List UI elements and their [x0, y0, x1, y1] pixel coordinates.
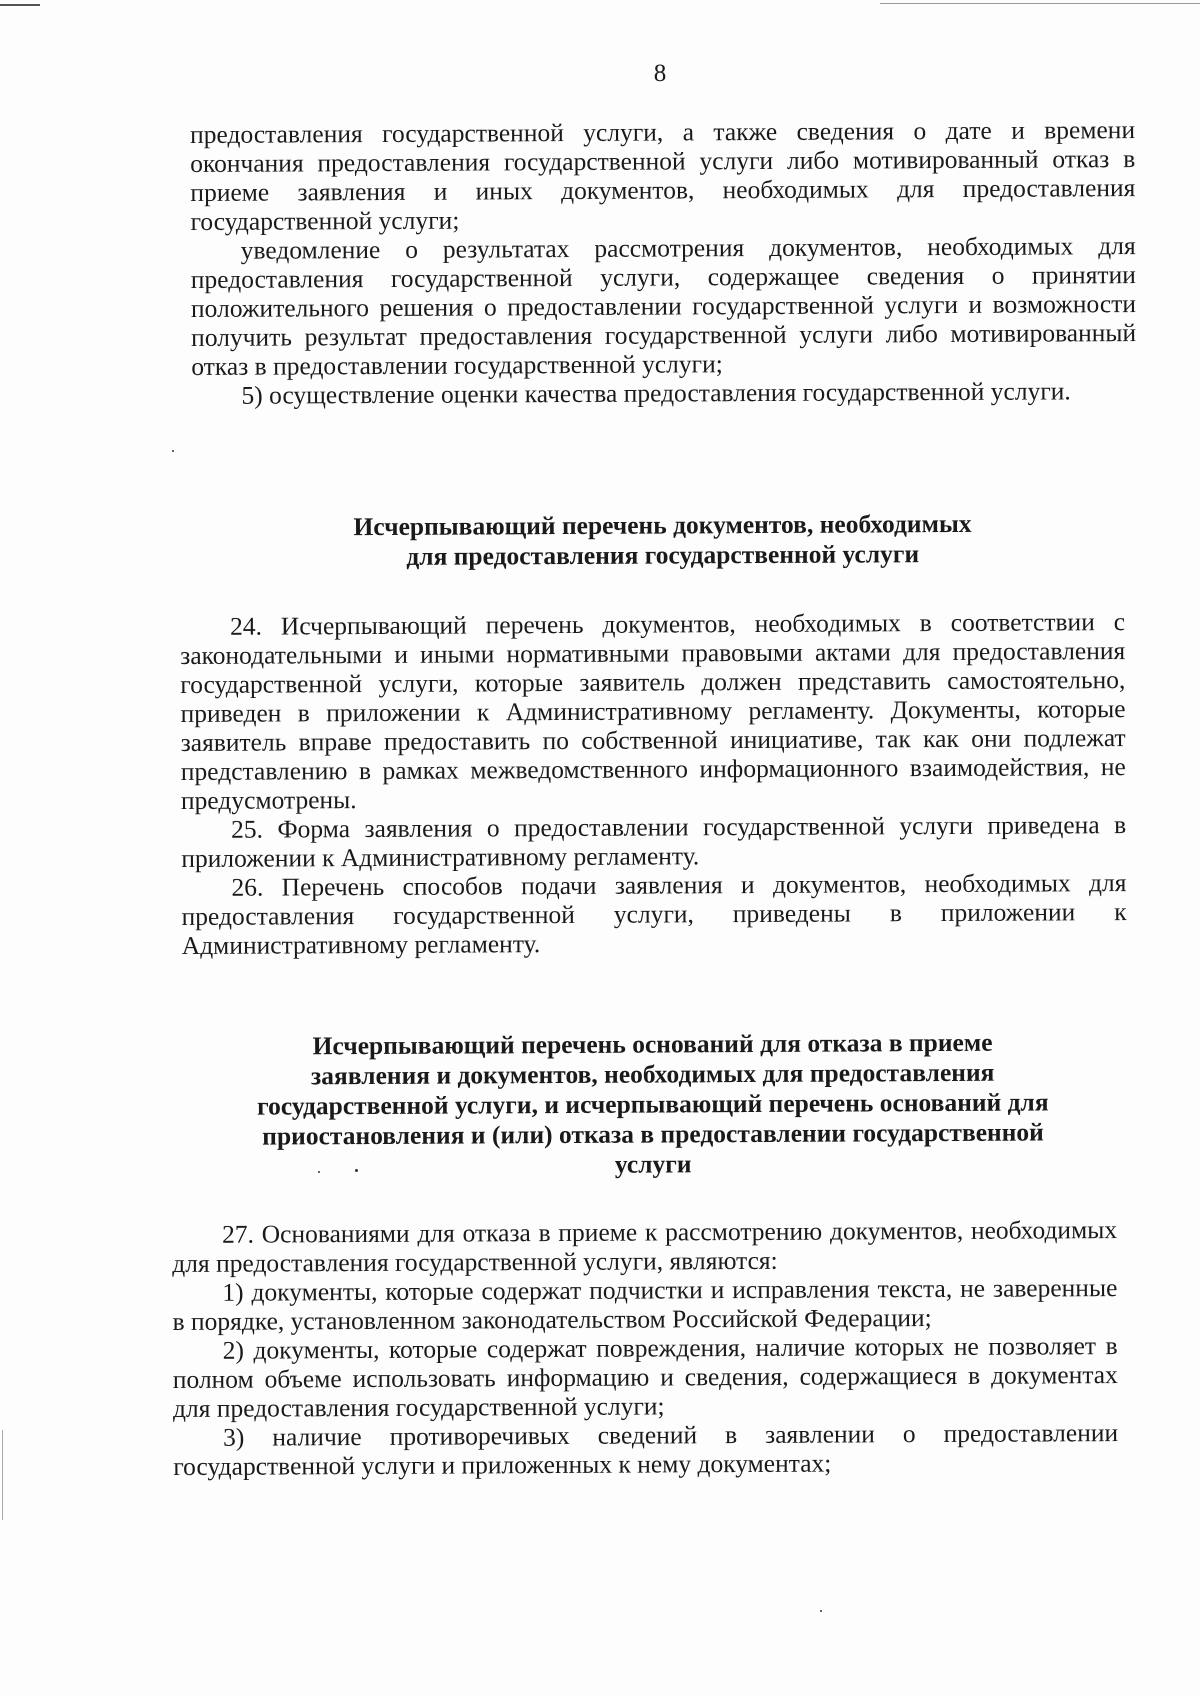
section2-heading-line-4: приостановления и (или) отказа в предоставлении государственной [262, 1117, 1044, 1151]
paragraph-27-item-3: 3) наличие противоречивых сведений в заявлении о предоставлении государственной услуги и приложенных к нему документах; [173, 1418, 1119, 1481]
paragraph-27-item-1: 1) документы, которые содержат подчистки и исправления текста, не заверенные в порядке, установленном законодательством Российской Федерации; [172, 1273, 1118, 1336]
scan-artifact-top-left [0, 4, 40, 6]
paragraph-27: 27. Основаниями для отказа в приеме к рассмотрению документов, необходимых для предоставления государственной услуги, являются: [172, 1215, 1118, 1278]
section1-heading-line-2: для предоставления государственной услуги [406, 539, 920, 571]
section2-heading-line-3: государственной услуги, и исчерпывающий перечень оснований для [257, 1087, 1049, 1121]
section1-body [180, 607, 1127, 960]
paragraph-24: 24. Исчерпывающий перечень документов, необходимых в соответствии с законодательными и иными нормативными правовыми актами для предоставления государственной услуги, которые заявитель должен представить самостоятельно, приведен в приложении к Административному регламенту. Документы, которые заявитель вправе предоставить по собственной инициативе, так как они подлежат представлению в рамках межведомственного информационного взаимодействия, не предусмотрены. [180, 607, 1126, 815]
scan-speck [318, 1171, 320, 1173]
section1-heading [190, 508, 1135, 573]
section2-heading [180, 1027, 1126, 1182]
paragraph-26: 26. Перечень способов подачи заявления и документов, необходимых для предоставления государственной услуги, приведены в приложении к Административному регламенту. [181, 868, 1127, 960]
intro-paragraph-3: 5) осуществление оценки качества предоставления государственной услуги. [241, 376, 1071, 410]
section2-heading-line-2: заявления и документов, необходимых для предоставления [310, 1057, 995, 1091]
paragraph-25: 25. Форма заявления о предоставлении государственной услуги приведена в приложении к Административному регламенту. [181, 810, 1127, 873]
scan-speck [355, 1169, 358, 1172]
scan-artifact-top-right [880, 3, 1200, 4]
scan-speck [820, 1610, 822, 1612]
section2-heading-line-1: Исчерпывающий перечень оснований для отказа в приеме [312, 1027, 993, 1061]
intro-paragraph-2: уведомление о результатах рассмотрения документов, необходимых для предоставления государственной услуги, содержащее сведения о принятии положительного решения о предоставлении государственной услуги и возможности получить результат предоставления государственной услуги либо мотивированный отказ в предоставлении государственной услуги; [190, 231, 1137, 381]
section2-body [172, 1215, 1118, 1481]
paragraph-27-item-2: 2) документы, которые содержат повреждения, наличие которых не позволяет в полном объеме использовать информацию и сведения, содержащиеся в документах для предоставления государственной услуги; [172, 1331, 1118, 1423]
section2-heading-line-5: услуги [614, 1149, 692, 1179]
scan-speck [172, 450, 174, 452]
intro-paragraph-1: предоставления государственной услуги, а также сведения о дате и времени окончания предоставления государственной услуги либо мотивированный отказ в приеме заявления и иных документов, необходимых для предоставления государственной услуги; [190, 115, 1136, 236]
page-number: 8 [653, 60, 667, 87]
section1-heading-line-1: Исчерпывающий перечень документов, необходимых [353, 508, 972, 542]
scan-artifact-left-edge [2, 1430, 3, 1520]
intro-block [190, 115, 1137, 410]
